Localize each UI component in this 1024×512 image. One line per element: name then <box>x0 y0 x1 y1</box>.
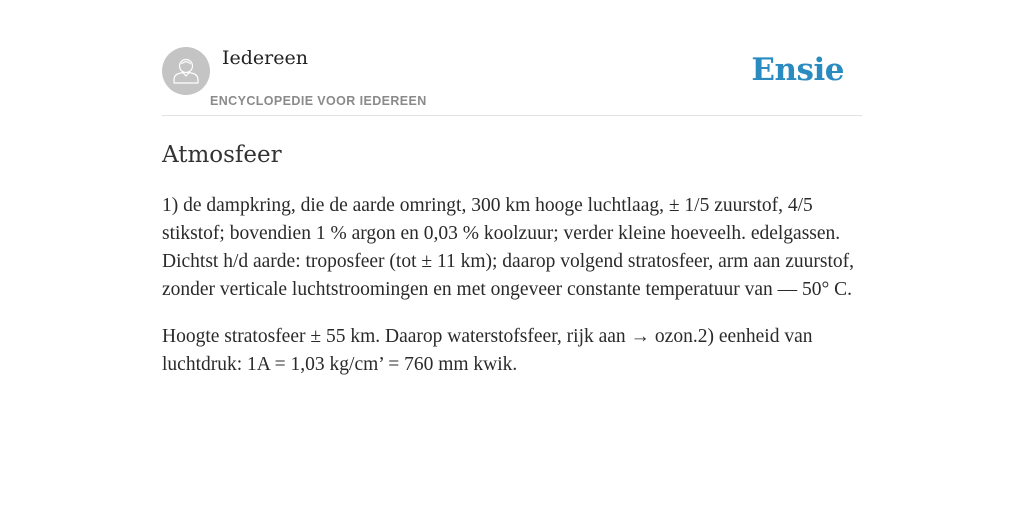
site-subtitle: ENCYCLOPEDIE VOOR IEDEREEN <box>210 94 427 108</box>
avatar[interactable] <box>162 47 210 95</box>
entry-paragraph: Hoogte stratosfeer ± 55 km. Daarop waterstofsfeer, rijk aan → ozon.2) eenheid van luchtdruk: 1A = 1,03 kg/cm’ = 760 mm kwik. <box>162 326 813 375</box>
header <box>162 46 862 116</box>
entry-paragraph: 1) de dampkring, die de aarde omringt, 300 km hooge luchtlaag, ± 1/5 zuurstof, 4/5 stikstof; bovendien 1 % argon en 0,03 % koolzuur; verder kleine hoeveelh. edelgassen. Dichtst h/d aarde: troposfeer (tot ± 11 km); daarop volgend stratosfeer, arm aan zuurstof, zonder verticale luchtstroomingen en met ongeveer constante temperatuur van — 50° C. <box>162 195 855 300</box>
entry-title: Atmosfeer <box>162 142 282 168</box>
entry-body <box>162 192 862 398</box>
header-divider <box>162 115 862 116</box>
user-silhouette-icon <box>162 47 210 95</box>
author-name[interactable]: Iedereen <box>222 47 308 69</box>
brand-logo[interactable]: Ensie <box>751 52 844 88</box>
